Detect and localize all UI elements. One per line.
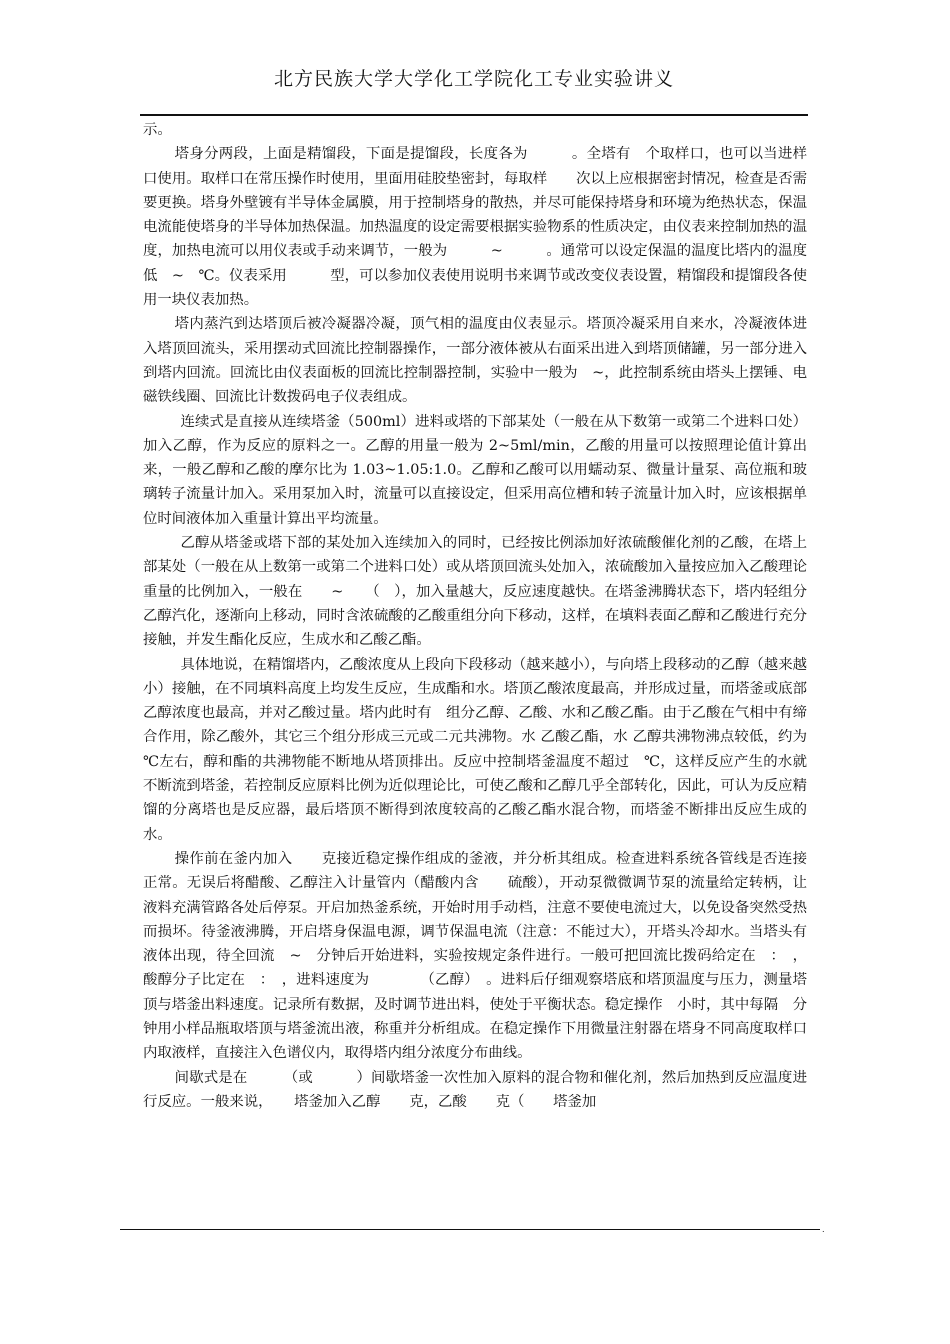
page-header-title: 北方民族大学大学化工学院化工专业实验讲义 xyxy=(273,68,674,90)
footer-divider xyxy=(120,1229,820,1230)
paragraph-1: 塔身分两段，上面是精馏段，下面是提馏段，长度各为 。全塔有 个取样口，也可以当进样口使用。取样口在常压操作时使用，里面用硅胶垫密封，每取样 次以上应根据密封情况，检查是否需要更换。塔身外壁镀有半导体金属膜，用于控制塔身的散热，并尽可能保持塔身和环境为绝热状态，保温电流能使塔身的半导体加热保温。加热温度的设定需要根据实验物系的性质决定，由仪表来控制加热的温度，加热电流可以用仪表或手动来调节，一般为 ~ 。通常可以设定保温的温度比塔内的温度低 ~ ℃。仪表采用 型，可以参加仪表使用说明书来调节或改变仪表设置，精馏段和提馏段各使用一块仪表加热。 xyxy=(143,146,807,309)
paragraph-5: 具体地说，在精馏塔内，乙酸浓度从上段向下段移动（越来越小），与向塔上段移动的乙醇（越来越小）接触，在不同填料高度上均发生反应，生成酯和水。塔顶乙酸浓度最高，并形成过量，而塔釜或底部乙醇浓度也最高，并对乙酸过量。塔内此时有 组分乙醇、乙酸、水和乙酸乙酯。由于乙酸在气相中有缔合作用，除乙酸外，其它三个组分形成三元或二元共沸物。水 乙酸乙酯，水 乙醇共沸物沸点较低，约为 ℃左右，醇和酯的共沸物能不断地从塔顶排出。反应中控制塔釜温度不超过 ℃，这样反应产生的水就不断流到塔釜，若控制反应原料比例为近似理论比，可使乙酸和乙醇几乎全部转化，因此，可认为反应精馏的分离塔也是反应器，最后塔顶不断得到浓度较高的乙酸乙酯水混合物，而塔釜不断排出反应生成的水。 xyxy=(143,656,822,843)
paragraph-3: 连续式是直接从连续塔釜（500ml）进料或塔的下部某处（一般在从下数第一或第二个进料口处）加入乙醇，作为反应的原料之一。乙醇的用量一般为 2~5ml/min，乙酸的用量可以按照理论值计算出来，一般乙醇和乙酸的摩尔比为 1.03~1.05:1.0。乙醇和乙酸可以用蠕动泵、微量计量泵、高位瓶和玻璃转子流量计加入。采用泵加入时，流量可以直接设定，但采用高位槽和转子流量计加入时，应该根据单位时间液体加入重量计算出平均流量。 xyxy=(143,413,807,527)
paragraph-2: 塔内蒸汽到达塔顶后被冷凝器冷凝，顶气相的温度由仪表显示。塔顶冷凝采用自来水，冷凝液体进入塔顶回流头，采用摆动式回流比控制器操作，一部分液体被从右面采出进入到塔顶储罐，另一部分进入到塔内回流。回流比由仪表面板的回流比控制器控制，实验中一般为 ~，此控制系统由塔头上摆锤、电磁铁线圈、回流比计数拨码电子仪表组成。 xyxy=(143,316,807,406)
paragraph-4: 乙醇从塔釜或塔下部的某处加入连续加入的同时，已经按比例添加好浓硫酸催化剂的乙酸，在塔上部某处（一般在从上数第一或第二个进料口处）或从塔顶回流头处加入，浓硫酸加入量按应加入乙酸理论重量的比例加入，一般在 ~ （ ），加入量越大，反应速度越快。在塔釜沸腾状态下，塔内轻组分乙醇汽化，逐渐向上移动，同时含浓硫酸的乙酸重组分向下移动，这样，在填料表面乙醇和乙酸进行充分接触，并发生酯化反应，生成水和乙酸乙酯。 xyxy=(143,535,807,649)
header-divider xyxy=(140,114,808,116)
paragraph-0: 示。 xyxy=(143,122,172,138)
paragraph-7: 间歇式是在 （或 ）间歇塔釜一次性加入原料的混合物和催化剂，然后加热到反应温度进行反应。一般来说， 塔釜加入乙醇 克，乙酸 克（ 塔釜加 xyxy=(143,1069,807,1110)
footer-dot: . xyxy=(822,1225,825,1234)
paragraph-6: 操作前在釜内加入 克接近稳定操作组成的釜液，并分析其组成。检查进料系统各管线是否连接正常。无误后将醋酸、乙醇注入计量管内（醋酸内含 硫酸），开动泵微微调节泵的流量给定转柄，让液料充满管路各处后停泵。开启加热釜系统，开始时用手动档，注意不要使电流过大，以免设备突然受热而损坏。待釜液沸腾，开启塔身保温电源，调节保温电流（注意：不能过大），开塔头冷却水。当塔头有液体出现，待全回流 ~ 分钟后开始进料，实验按规定条件进行。一般可把回流比拨码给定在 ： ，酸醇分子比定在 ： ，进料速度为 （乙醇） 。进料后仔细观察塔底和塔顶温度与压力，测量塔顶与塔釜出料速度。记录所有数据，及时调节进出料，使处于平衡状态。稳定操作 小时，其中每隔 分钟用小样品瓶取塔顶与塔釜流出液，称重并分析组成。在稳定操作下用微量注射器在塔身不同高度取样口内取液样，直接注入色谱仪内，取得塔内组分浓度分布曲线。 xyxy=(143,850,807,1062)
document-body xyxy=(143,118,822,1114)
